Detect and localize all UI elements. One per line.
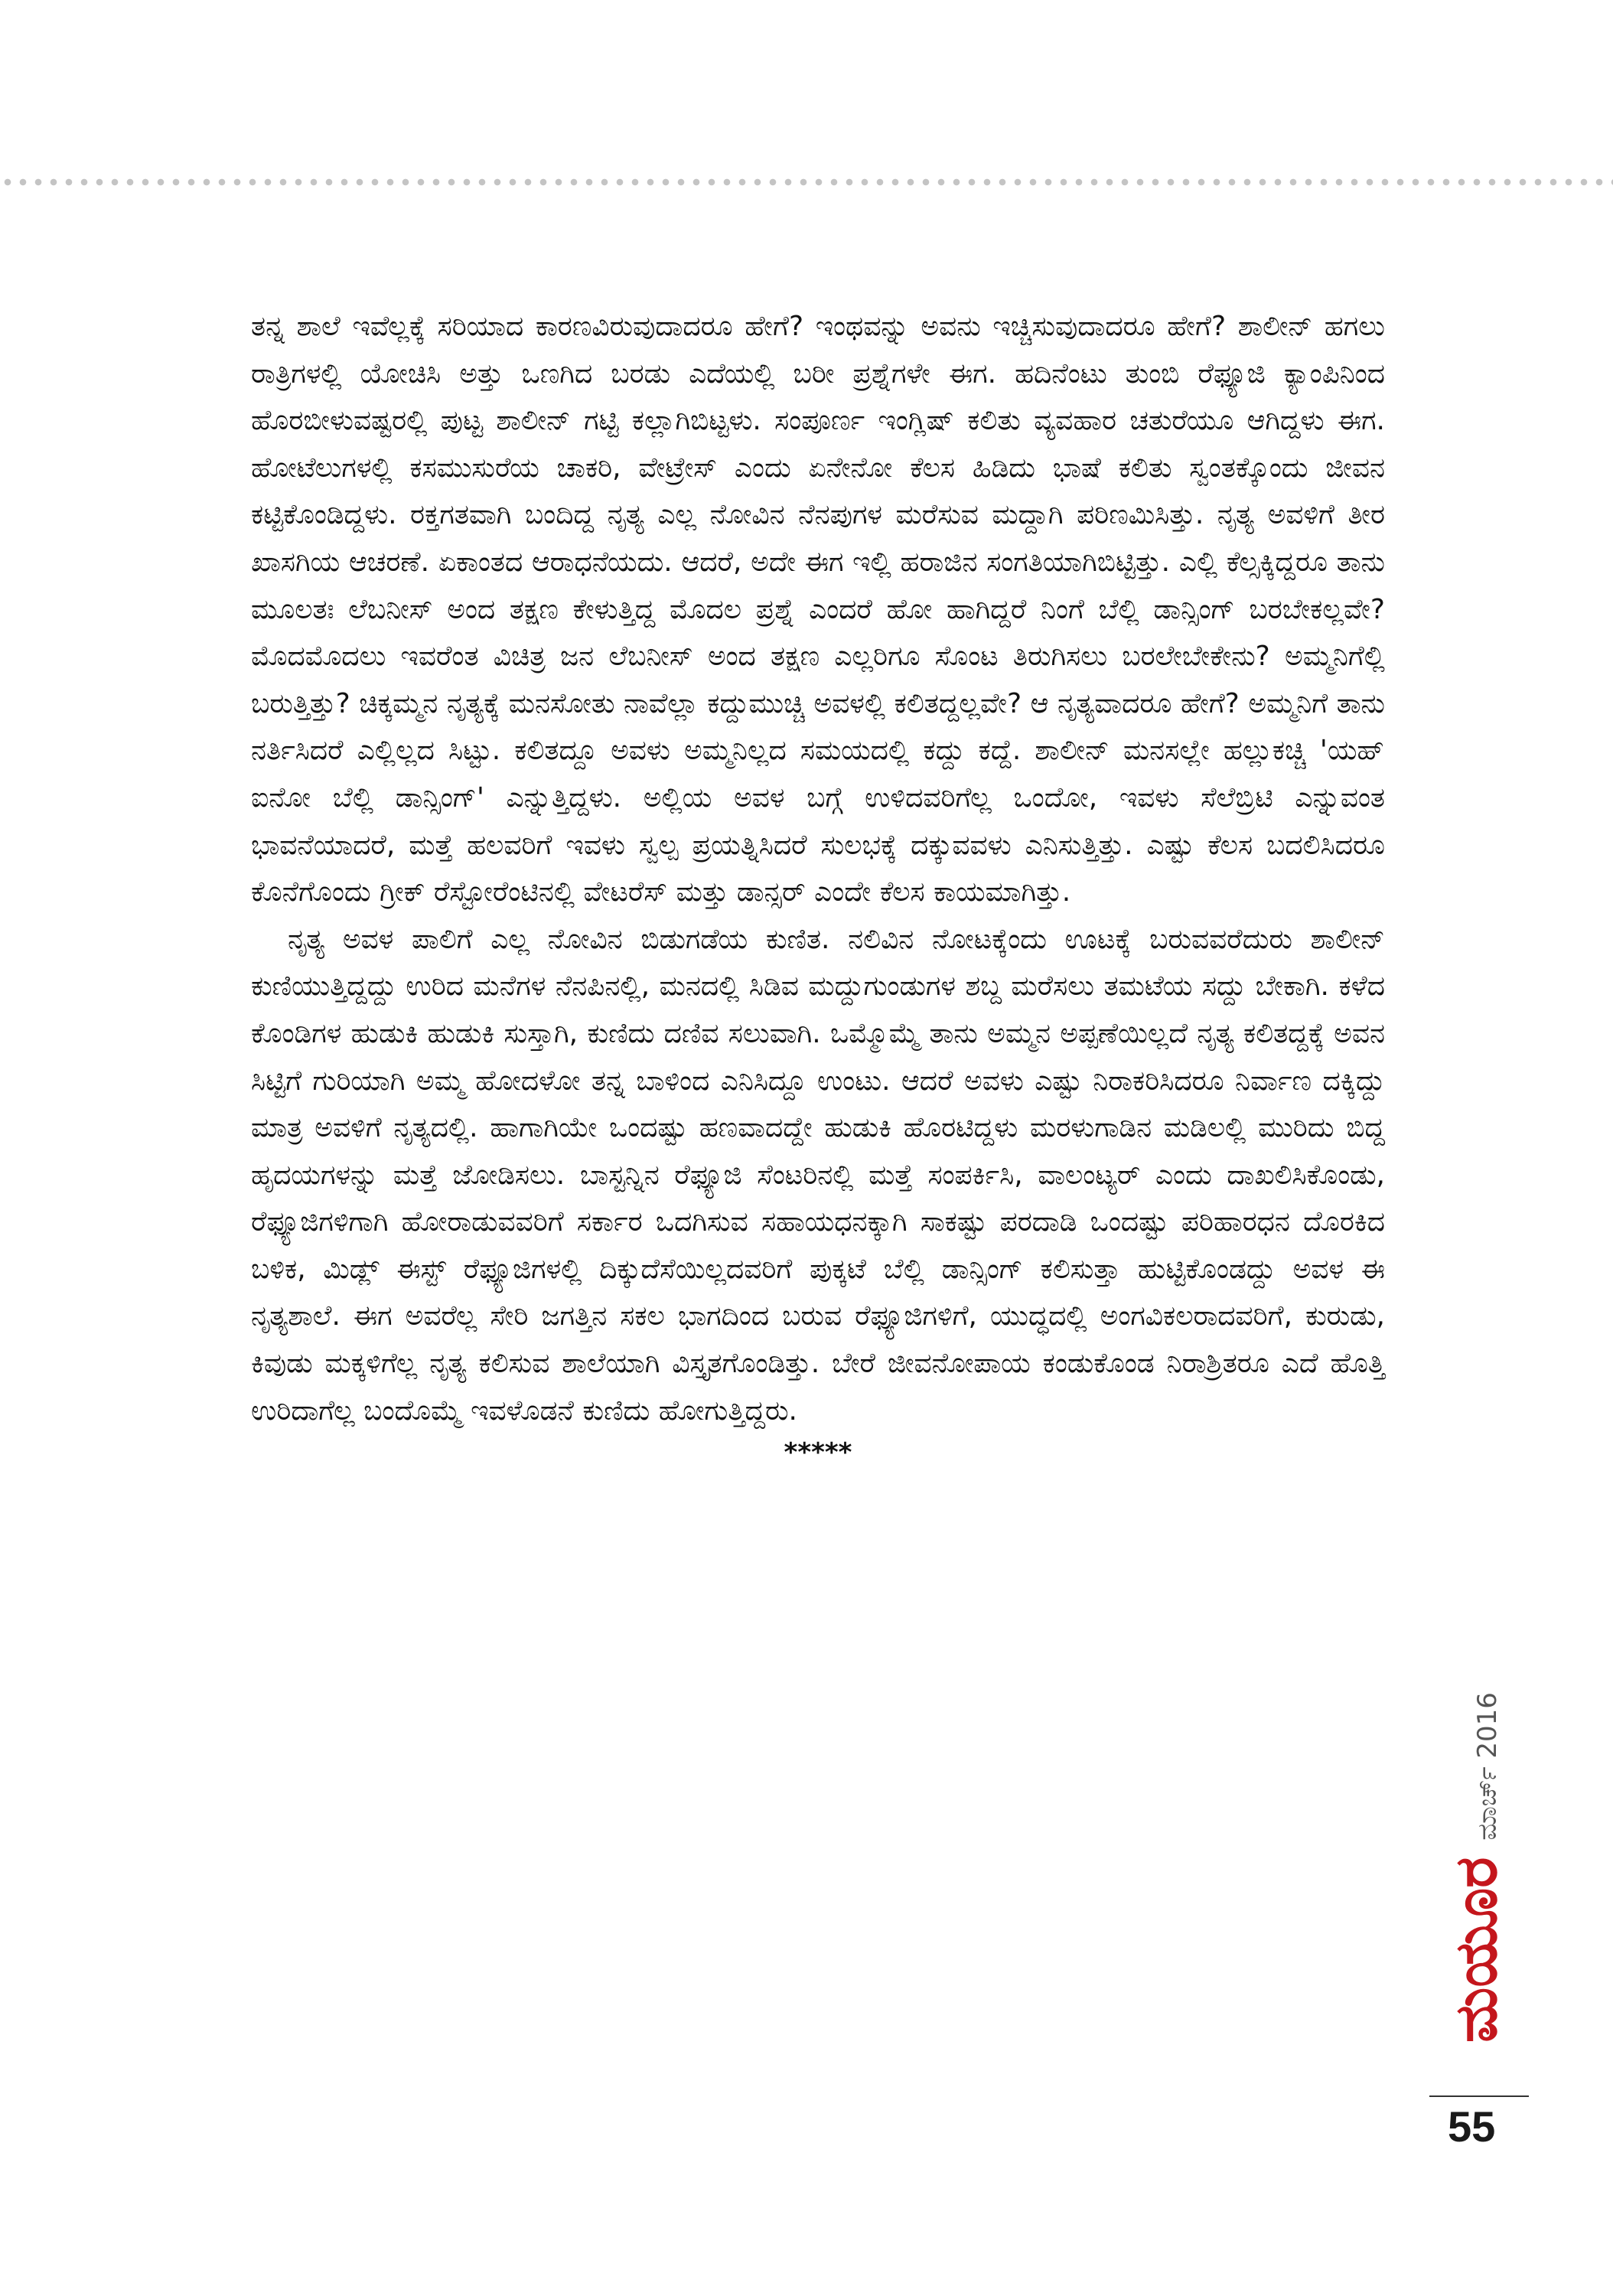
end-mark: ***** <box>784 1437 852 1469</box>
paragraph: ನೃತ್ಯ ಅವಳ ಪಾಲಿಗೆ ಎಲ್ಲ ನೋವಿನ ಬಿಡುಗಡೆಯ ಕುಣಿತ. ನಲಿವಿನ ನೋಟಕ್ಕೆಂದು ಊಟಕ್ಕೆ ಬರುವವರೆದುರು ಶಾಲೀನ್ ಕುಣಿಯುತ್ತಿದ್ದದ್ದು ಉರಿದ ಮನೆಗಳ ನೆನಪಿನಲ್ಲಿ, ಮನದಲ್ಲಿ ಸಿಡಿವ ಮದ್ದುಗುಂಡುಗಳ ಶಬ್ದ ಮರೆಸಲು ತಮಟೆಯ ಸದ್ದು ಬೇಕಾಗಿ. ಕಳೆದ ಕೊಂಡಿಗಳ ಹುಡುಕಿ ಹುಡುಕಿ ಸುಸ್ತಾಗಿ, ಕುಣಿದು ದಣಿವ ಸಲುವಾಗಿ. ಒಮ್ಮೊಮ್ಮೆ ತಾನು ಅಮ್ಮನ ಅಪ್ಪಣೆಯಿಲ್ಲದೆ ನೃತ್ಯ ಕಲಿತದ್ದಕ್ಕೆ ಅವನ ಸಿಟ್ಟಿಗೆ ಗುರಿಯಾಗಿ ಅಮ್ಮ ಹೋದಳೋ ತನ್ನ ಬಾಳಿಂದ ಎನಿಸಿದ್ದೂ ಉಂಟು. ಆದರೆ ಅವಳು ಎಷ್ಟು ನಿರಾಕರಿಸಿದರೂ ನಿರ್ವಾಣ ದಕ್ಕಿದ್ದು ಮಾತ್ರ ಅವಳಿಗೆ ನೃತ್ಯದಲ್ಲಿ. ಹಾಗಾಗಿಯೇ ಒಂದಷ್ಟು ಹಣವಾದದ್ದೇ ಹುಡುಕಿ ಹೊರಟಿದ್ದಳು ಮರಳುಗಾಡಿನ ಮಡಿಲಲ್ಲಿ ಮುರಿದು ಬಿದ್ದ ಹೃದಯಗಳನ್ನು ಮತ್ತೆ ಜೋಡಿಸಲು. ಬಾಸ್ಟನ್ನಿನ ರೆಫ್ಯೂಜಿ ಸೆಂಟರಿನಲ್ಲಿ ಮತ್ತೆ ಸಂಪರ್ಕಿಸಿ, ವಾಲಂಟ್ಯರ್ ಎಂದು ದಾಖಲಿಸಿಕೊಂಡು, ರೆಫ್ಯೂಜಿಗಳಿಗಾಗಿ ಹೋರಾಡುವವರಿಗೆ ಸರ್ಕಾರ ಒದಗಿಸುವ ಸಹಾಯಧನಕ್ಕಾಗಿ ಸಾಕಷ್ಟು ಪರದಾಡಿ ಒಂದಷ್ಟು ಪರಿಹಾರಧನ ದೊರಕಿದ ಬಳಿಕ, ಮಿಡ್ಲ್ ಈಸ್ಟ್ ರೆಫ್ಯೂಜಿಗಳಲ್ಲಿ ದಿಕ್ಕುದೆಸೆಯಿಲ್ಲದವರಿಗೆ ಪುಕ್ಕಟೆ ಬೆಲ್ಲಿ ಡಾನ್ಸಿಂಗ್ ಕಲಿಸುತ್ತಾ ಹುಟ್ಟಿಕೊಂಡದ್ದು ಅವಳ ಈ ನೃತ್ಯಶಾಲೆ. ಈಗ ಅವರೆಲ್ಲ ಸೇರಿ ಜಗತ್ತಿನ ಸಕಲ ಭಾಗದಿಂದ ಬರುವ ರೆಫ್ಯೂಜಿಗಳಿಗೆ, ಯುದ್ಧದಲ್ಲಿ ಅಂಗವಿಕಲರಾದವರಿಗೆ, ಕುರುಡು, ಕಿವುಡು ಮಕ್ಕಳಿಗೆಲ್ಲ ನೃತ್ಯ ಕಲಿಸುವ ಶಾಲೆಯಾಗಿ ವಿಸ್ತೃತಗೊಂಡಿತ್ತು. ಬೇರೆ ಜೀವನೋಪಾಯ ಕಂಡುಕೊಂಡ ನಿರಾಶ್ರಿತರೂ ಎದೆ ಹೊತ್ತಿ ಉರಿದಾಗೆಲ್ಲ ಬಂದೊಮ್ಮೆ ಇವಳೊಡನೆ ಕುಣಿದು ಹೋಗುತ್ತಿದ್ದರು. <box>251 923 1385 1427</box>
magazine-logo: ಮಯೂರ <box>1442 1857 1510 2043</box>
page-number: 55 <box>1448 2102 1496 2151</box>
page-number-rule <box>1429 2095 1529 2097</box>
paragraph: ತನ್ನ ಶಾಲೆ ಇವೆಲ್ಲಕ್ಕೆ ಸರಿಯಾದ ಕಾರಣವಿರುವುದಾದರೂ ಹೇಗೆ? ಇಂಥವನ್ನು ಅವನು ಇಚ್ಚಿಸುವುದಾದರೂ ಹೇಗೆ? ಶಾಲೀನ್ ಹಗಲು ರಾತ್ರಿಗಳಲ್ಲಿ ಯೋಚಿಸಿ ಅತ್ತು ಒಣಗಿದ ಬರಡು ಎದೆಯಲ್ಲಿ ಬರೀ ಪ್ರಶ್ನೆಗಳೇ ಈಗ. ಹದಿನೆಂಟು ತುಂಬಿ ರೆಫ್ಯೂಜಿ ಕ್ಯಾಂಪಿನಿಂದ ಹೊರಬೀಳುವಷ್ಟರಲ್ಲಿ ಪುಟ್ಟ ಶಾಲೀನ್ ಗಟ್ಟಿ ಕಲ್ಲಾಗಿಬಿಟ್ಟಳು. ಸಂಪೂರ್ಣ ಇಂಗ್ಲಿಷ್ ಕಲಿತು ವ್ಯವಹಾರ ಚತುರೆಯೂ ಆಗಿದ್ದಳು ಈಗ. ಹೋಟೆಲುಗಳಲ್ಲಿ ಕಸಮುಸುರೆಯ ಚಾಕರಿ, ವೇಟ್ರೇಸ್ ಎಂದು ಏನೇನೋ ಕೆಲಸ ಹಿಡಿದು ಭಾಷೆ ಕಲಿತು ಸ್ವಂತಕ್ಕೊಂದು ಜೀವನ ಕಟ್ಟಿಕೊಂಡಿದ್ದಳು. ರಕ್ತಗತವಾಗಿ ಬಂದಿದ್ದ ನೃತ್ಯ ಎಲ್ಲ ನೋವಿನ ನೆನಪುಗಳ ಮರೆಸುವ ಮದ್ದಾಗಿ ಪರಿಣಮಿಸಿತ್ತು. ನೃತ್ಯ ಅವಳಿಗೆ ತೀರ ಖಾಸಗಿಯ ಆಚರಣೆ. ಏಕಾಂತದ ಆರಾಧನೆಯದು. ಆದರೆ, ಅದೇ ಈಗ ಇಲ್ಲಿ ಹರಾಜಿನ ಸಂಗತಿಯಾಗಿಬಿಟ್ಟಿತ್ತು. ಎಲ್ಲಿ ಕೆಲ್ಸಕ್ಕಿದ್ದರೂ ತಾನು ಮೂಲತಃ ಲೆಬನೀಸ್ ಅಂದ ತಕ್ಷಣ ಕೇಳುತ್ತಿದ್ದ ಮೊದಲ ಪ್ರಶ್ನೆ ಎಂದರೆ ಹೋ ಹಾಗಿದ್ದರೆ ನಿಂಗೆ ಬೆಲ್ಲಿ ಡಾನ್ಸಿಂಗ್ ಬರಬೇಕಲ್ಲವೇ? ಮೊದಮೊದಲು ಇವರೆಂತ ವಿಚಿತ್ರ ಜನ ಲೆಬನೀಸ್ ಅಂದ ತಕ್ಷಣ ಎಲ್ಲರಿಗೂ ಸೊಂಟ ತಿರುಗಿಸಲು ಬರಲೇಬೇಕೇನು? ಅಮ್ಮನಿಗೆಲ್ಲಿ ಬರುತ್ತಿತ್ತು? ಚಿಕ್ಕಮ್ಮನ ನೃತ್ಯಕ್ಕೆ ಮನಸೋತು ನಾವೆಲ್ಲಾ ಕದ್ದುಮುಚ್ಚಿ ಅವಳಲ್ಲಿ ಕಲಿತದ್ದಲ್ಲವೇ? ಆ ನೃತ್ಯವಾದರೂ ಹೇಗೆ? ಅಮ್ಮನಿಗೆ ತಾನು ನರ್ತಿಸಿದರೆ ಎಲ್ಲಿಲ್ಲದ ಸಿಟ್ಟು. ಕಲಿತದ್ದೂ ಅವಳು ಅಮ್ಮನಿಲ್ಲದ ಸಮಯದಲ್ಲಿ ಕದ್ದು ಕದ್ದೆ. ಶಾಲೀನ್ ಮನಸಲ್ಲೇ ಹಲ್ಲುಕಚ್ಚಿ 'ಯಹ್ ಐನೋ ಬೆಲ್ಲಿ ಡಾನ್ಸಿಂಗ್' ಎನ್ನುತ್ತಿದ್ದಳು. ಅಲ್ಲಿಯ ಅವಳ ಬಗ್ಗೆ ಉಳಿದವರಿಗೆಲ್ಲ ಒಂದೋ, ಇವಳು ಸೆಲೆಬ್ರಿಟಿ ಎನ್ನುವಂತ ಭಾವನೆಯಾದರೆ, ಮತ್ತೆ ಹಲವರಿಗೆ ಇವಳು ಸ್ವಲ್ಪ ಪ್ರಯತ್ನಿಸಿದರೆ ಸುಲಭಕ್ಕೆ ದಕ್ಕುವವಳು ಎನಿಸುತ್ತಿತ್ತು. ಎಷ್ಟು ಕೆಲಸ ಬದಲಿಸಿದರೂ ಕೊನೆಗೊಂದು ಗ್ರೀಕ್ ರೆಸ್ಟೋರೆಂಟಿನಲ್ಲಿ ವೇಟರೆಸ್ ಮತ್ತು ಡಾನ್ಸರ್ ಎಂದೇ ಕೆಲಸ ಕಾಯಮಾಗಿತ್ತು. <box>251 311 1385 908</box>
issue-date: ಮಾರ್ಚ್ 2016 <box>1472 1692 1503 1841</box>
article-body <box>251 303 1385 1469</box>
dotted-divider <box>0 178 1613 187</box>
magazine-masthead <box>1426 1645 1526 2089</box>
